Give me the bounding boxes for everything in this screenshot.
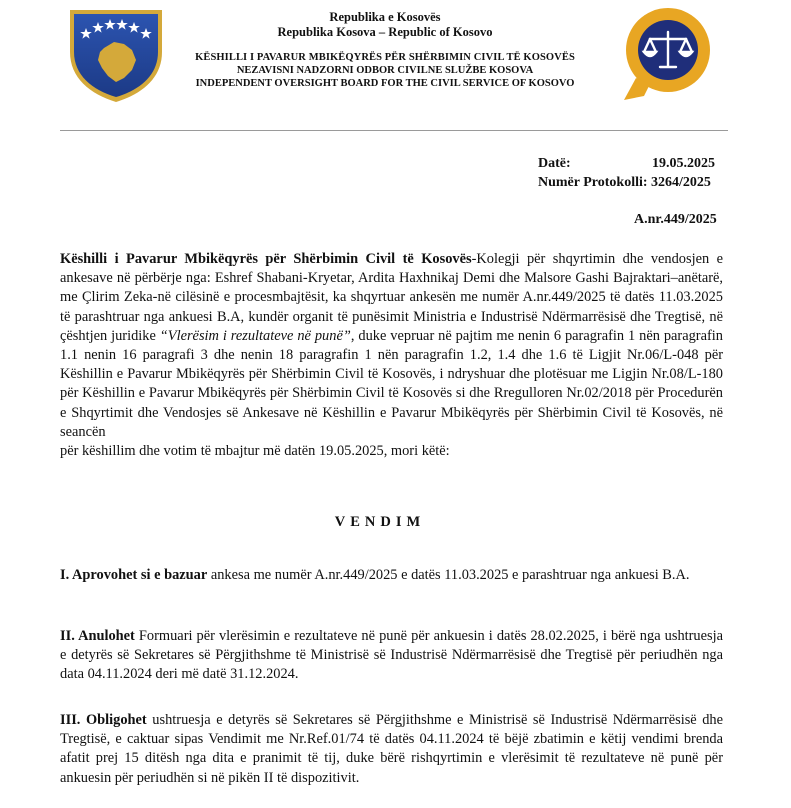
protocol-number: Numër Protokolli: 3264/2025 — [538, 175, 711, 190]
intro-text-part-b: , duke vepruar në pajtim me nenin 6 paragrafin 1 nën paragrafin 1.1 nenin 16 paragrafi 3 dhe nenin 18 paragrafin 1 nën paragrafin 1.2, 1.4 dhe 1.6 të Ligjit Nr.06/L-048 për Këshillin e Pavarur Mbikëqyrës për Shërbimin Civil të Kosovës, i ndryshuar dhe plotësuar me Ligjin Nr.08/L-180 për Këshillin e Pavarur Mbikëqyrës për Shërbimin Civil të Kosovës si dhe Rregulloren Nr.02/2018 për Procedurën e Shqyrtimit dhe Vendosjes së Ankesave në Këshillin e Pavarur Mbikëqyrës për Shërbimin Civil të Kosovës, në seancën — [60, 327, 723, 440]
decision-item-2-text: Formuari për vlerësimin e rezultateve në punë për ankuesin i datës 28.02.2025, i bërë nga ushtruesja e detyrës së Sekretares së Përgjithshme të Ministrisë së Industrisë Ndërmarrësisë dhe Tregtisë për periudhën nga data 04.11.2024 deri më datë 31.12.2024. — [60, 628, 723, 683]
header-republic-albanian: Republika e Kosovës — [329, 10, 441, 24]
header-divider — [60, 130, 728, 131]
decision-item-3 — [60, 711, 723, 788]
header-board-name-english: INDEPENDENT OVERSIGHT BOARD FOR THE CIVIL SERVICE OF KOSOVO — [195, 78, 575, 89]
intro-text-last-line: për këshillim dhe votim të mbajtur më datën 19.05.2025, mori këtë: — [60, 443, 450, 460]
header-republic-multilingual: Republika Kosova – Republic of Kosovo — [277, 25, 493, 39]
header-board-name-serbian: NEZAVISNI NADZORNI ODBOR CIVILNE SLUŽBE KOSOVA — [236, 65, 534, 76]
decision-item-1 — [60, 566, 723, 585]
decision-item-3-heading: III. Obligohet — [60, 712, 147, 728]
date-label: Datë: — [538, 156, 571, 171]
decision-title: VENDIM — [334, 514, 426, 530]
decision-item-3-text: ushtruesja e detyrës së Sekretares së Përgjithshme e Ministrisë së Industrisë Ndërmarrësisë dhe Tregtisë, e caktuar sipas Vendimit me Nr.Ref.01/74 të datës 04.11.2024 të bëjë zbatimin e këtij vendimi brenda afatit prej 15 ditësh nga dita e pranimit të tij, duke bërë rishqyrtimin e vlerësimit të rezultateve në punë për ankuesin për periudhën si në pikën II të dispozitivit. — [60, 712, 724, 786]
intro-text-part-a: -Kolegji për shqyrtimin dhe vendosjen e ankesave në përbërje nga: Eshref Shabani-Kryetar, Ardita Haxhnikaj Demi dhe Malsore Gashi Bajraktari–anëtarë, me Çlirim Zeka-në cilësinë e procesmbajtësit, ka shqyrtuar ankesën me numër A.nr.449/2025 të datës 11.03.2025 të parashtruar nga ankuesi B.A, kundër organit të punësimit Ministria e Industrisë Ndërmarrësisë dhe Tregtisë, në çështjen juridike — [60, 251, 723, 344]
letterhead — [0, 0, 791, 112]
intro-board-name: Këshilli i Pavarur Mbikëqyrës për Shërbimin Civil të Kosovës — [60, 251, 472, 267]
decision-item-2-heading: II. Anulohet — [60, 628, 135, 644]
case-number: A.nr.449/2025 — [634, 212, 717, 227]
decision-item-1-heading: I. Aprovohet si e bazuar — [60, 567, 208, 583]
header-board-name-albanian: KËSHILLI I PAVARUR MBIKËQYRËS PËR SHËRBIMIN CIVIL TË KOSOVËS — [195, 52, 575, 63]
decision-item-1-text: ankesa me numër A.nr.449/2025 e datës 11.03.2025 e parashtruar nga ankuesi B.A. — [207, 567, 690, 583]
decision-item-2 — [60, 627, 723, 685]
intro-paragraph — [60, 250, 723, 461]
intro-subject-matter: “Vlerësim i rezultateve në punë” — [159, 327, 351, 344]
date-value: 19.05.2025 — [652, 156, 715, 171]
scales-of-justice-icon — [616, 6, 720, 106]
